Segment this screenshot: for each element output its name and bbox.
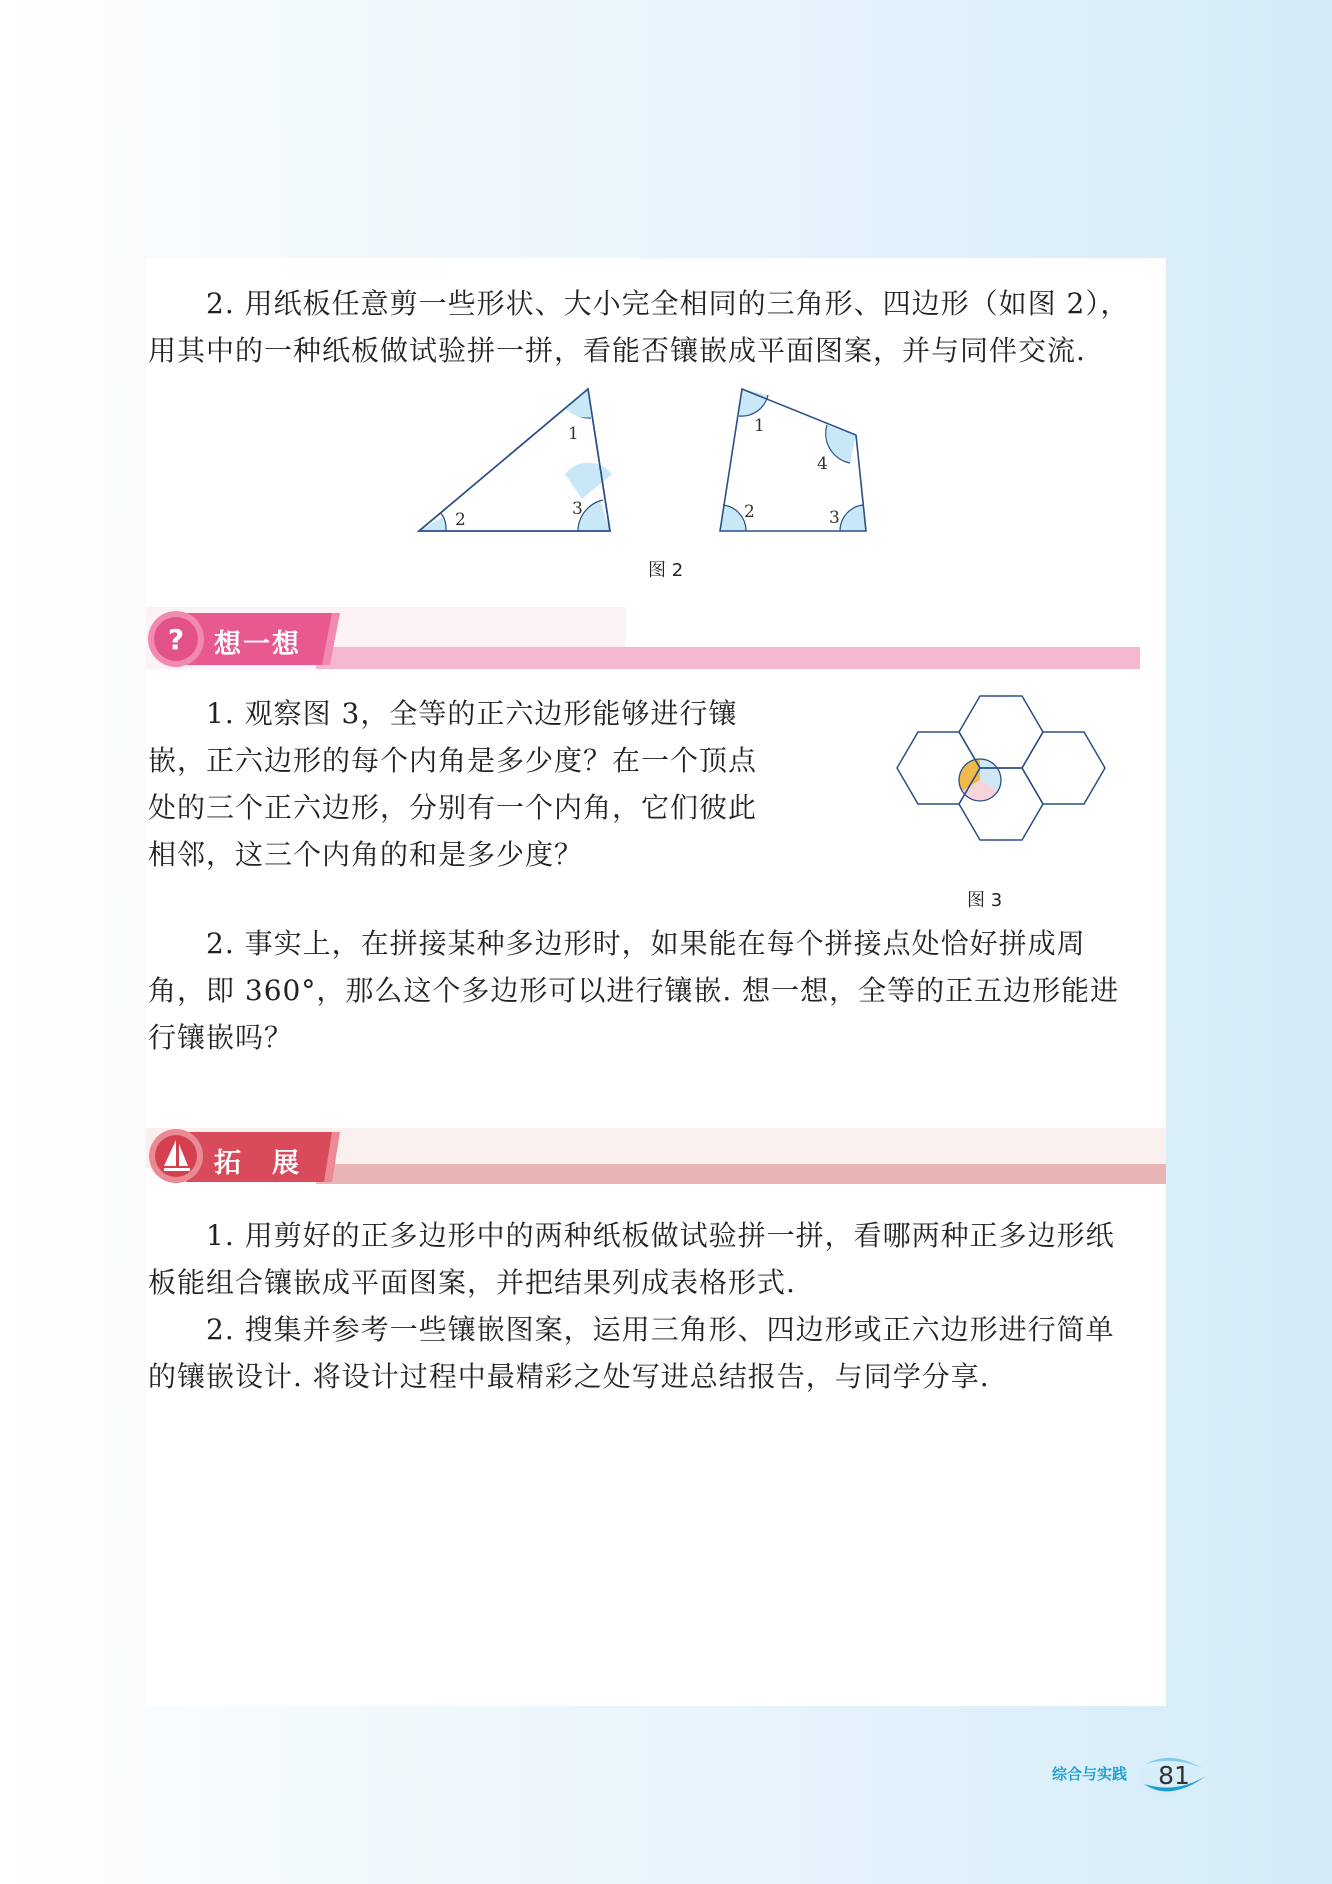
think-question-1: 1. 观察图 3，全等的正六边形能够进行镶嵌，正六边形的每个内角是多少度？在一个顶点处的三个正六边形，分别有一个内角，它们彼此相邻，这三个内角的和是多少度？ xyxy=(148,697,758,871)
page-number: 81 xyxy=(1158,1761,1190,1790)
triangle-angle-2: 2 xyxy=(455,510,466,530)
quad-angle-2: 2 xyxy=(744,502,755,522)
quad-angle-3: 3 xyxy=(829,508,840,528)
hexagon-top xyxy=(959,696,1043,768)
figure-2-caption: 图 2 xyxy=(648,560,684,581)
figure-3 xyxy=(856,692,1116,874)
think-title: 想一想 xyxy=(214,629,301,660)
footer-section-label: 综合与实践 xyxy=(1052,1765,1128,1783)
triangle-angle-3: 3 xyxy=(572,499,583,519)
hexagon-right xyxy=(1022,732,1105,804)
paragraph-task-2: 2. 用纸板任意剪一些形状、大小完全相同的三角形、四边形（如图 2），用其中的一种纸板做试验拼一拼，看能否镶嵌成平面图案，并与同伴交流. xyxy=(148,287,1130,367)
quad-angle-1: 1 xyxy=(754,416,765,436)
triangle-shape xyxy=(419,389,612,531)
triangle-angle-1: 1 xyxy=(568,424,579,444)
question-mark-icon: ? xyxy=(167,623,185,656)
figure-3-caption: 图 3 xyxy=(967,890,1003,911)
think-question-2: 2. 事实上，在拼接某种多边形时，如果能在每个拼接点处恰好拼成周角，即 360°，那么这个多边形可以进行镶嵌. 想一想，全等的正五边形能进行镶嵌吗？ xyxy=(148,927,1120,1054)
extend-title: 拓 展 xyxy=(214,1148,301,1179)
quad-angle-4: 4 xyxy=(817,454,828,474)
quadrilateral-shape xyxy=(720,389,866,531)
figure-2 xyxy=(400,380,900,550)
extend-question-2: 2. 搜集并参考一些镶嵌图案，运用三角形、四边形或正六边形进行简单的镶嵌设计. 将设计过程中最精彩之处写进总结报告，与同学分享. xyxy=(148,1313,1115,1393)
extend-question-1: 1. 用剪好的正多边形中的两种纸板做试验拼一拼，看哪两种正多边形纸板能组合镶嵌成平面图案，并把结果列成表格形式. xyxy=(148,1219,1115,1299)
